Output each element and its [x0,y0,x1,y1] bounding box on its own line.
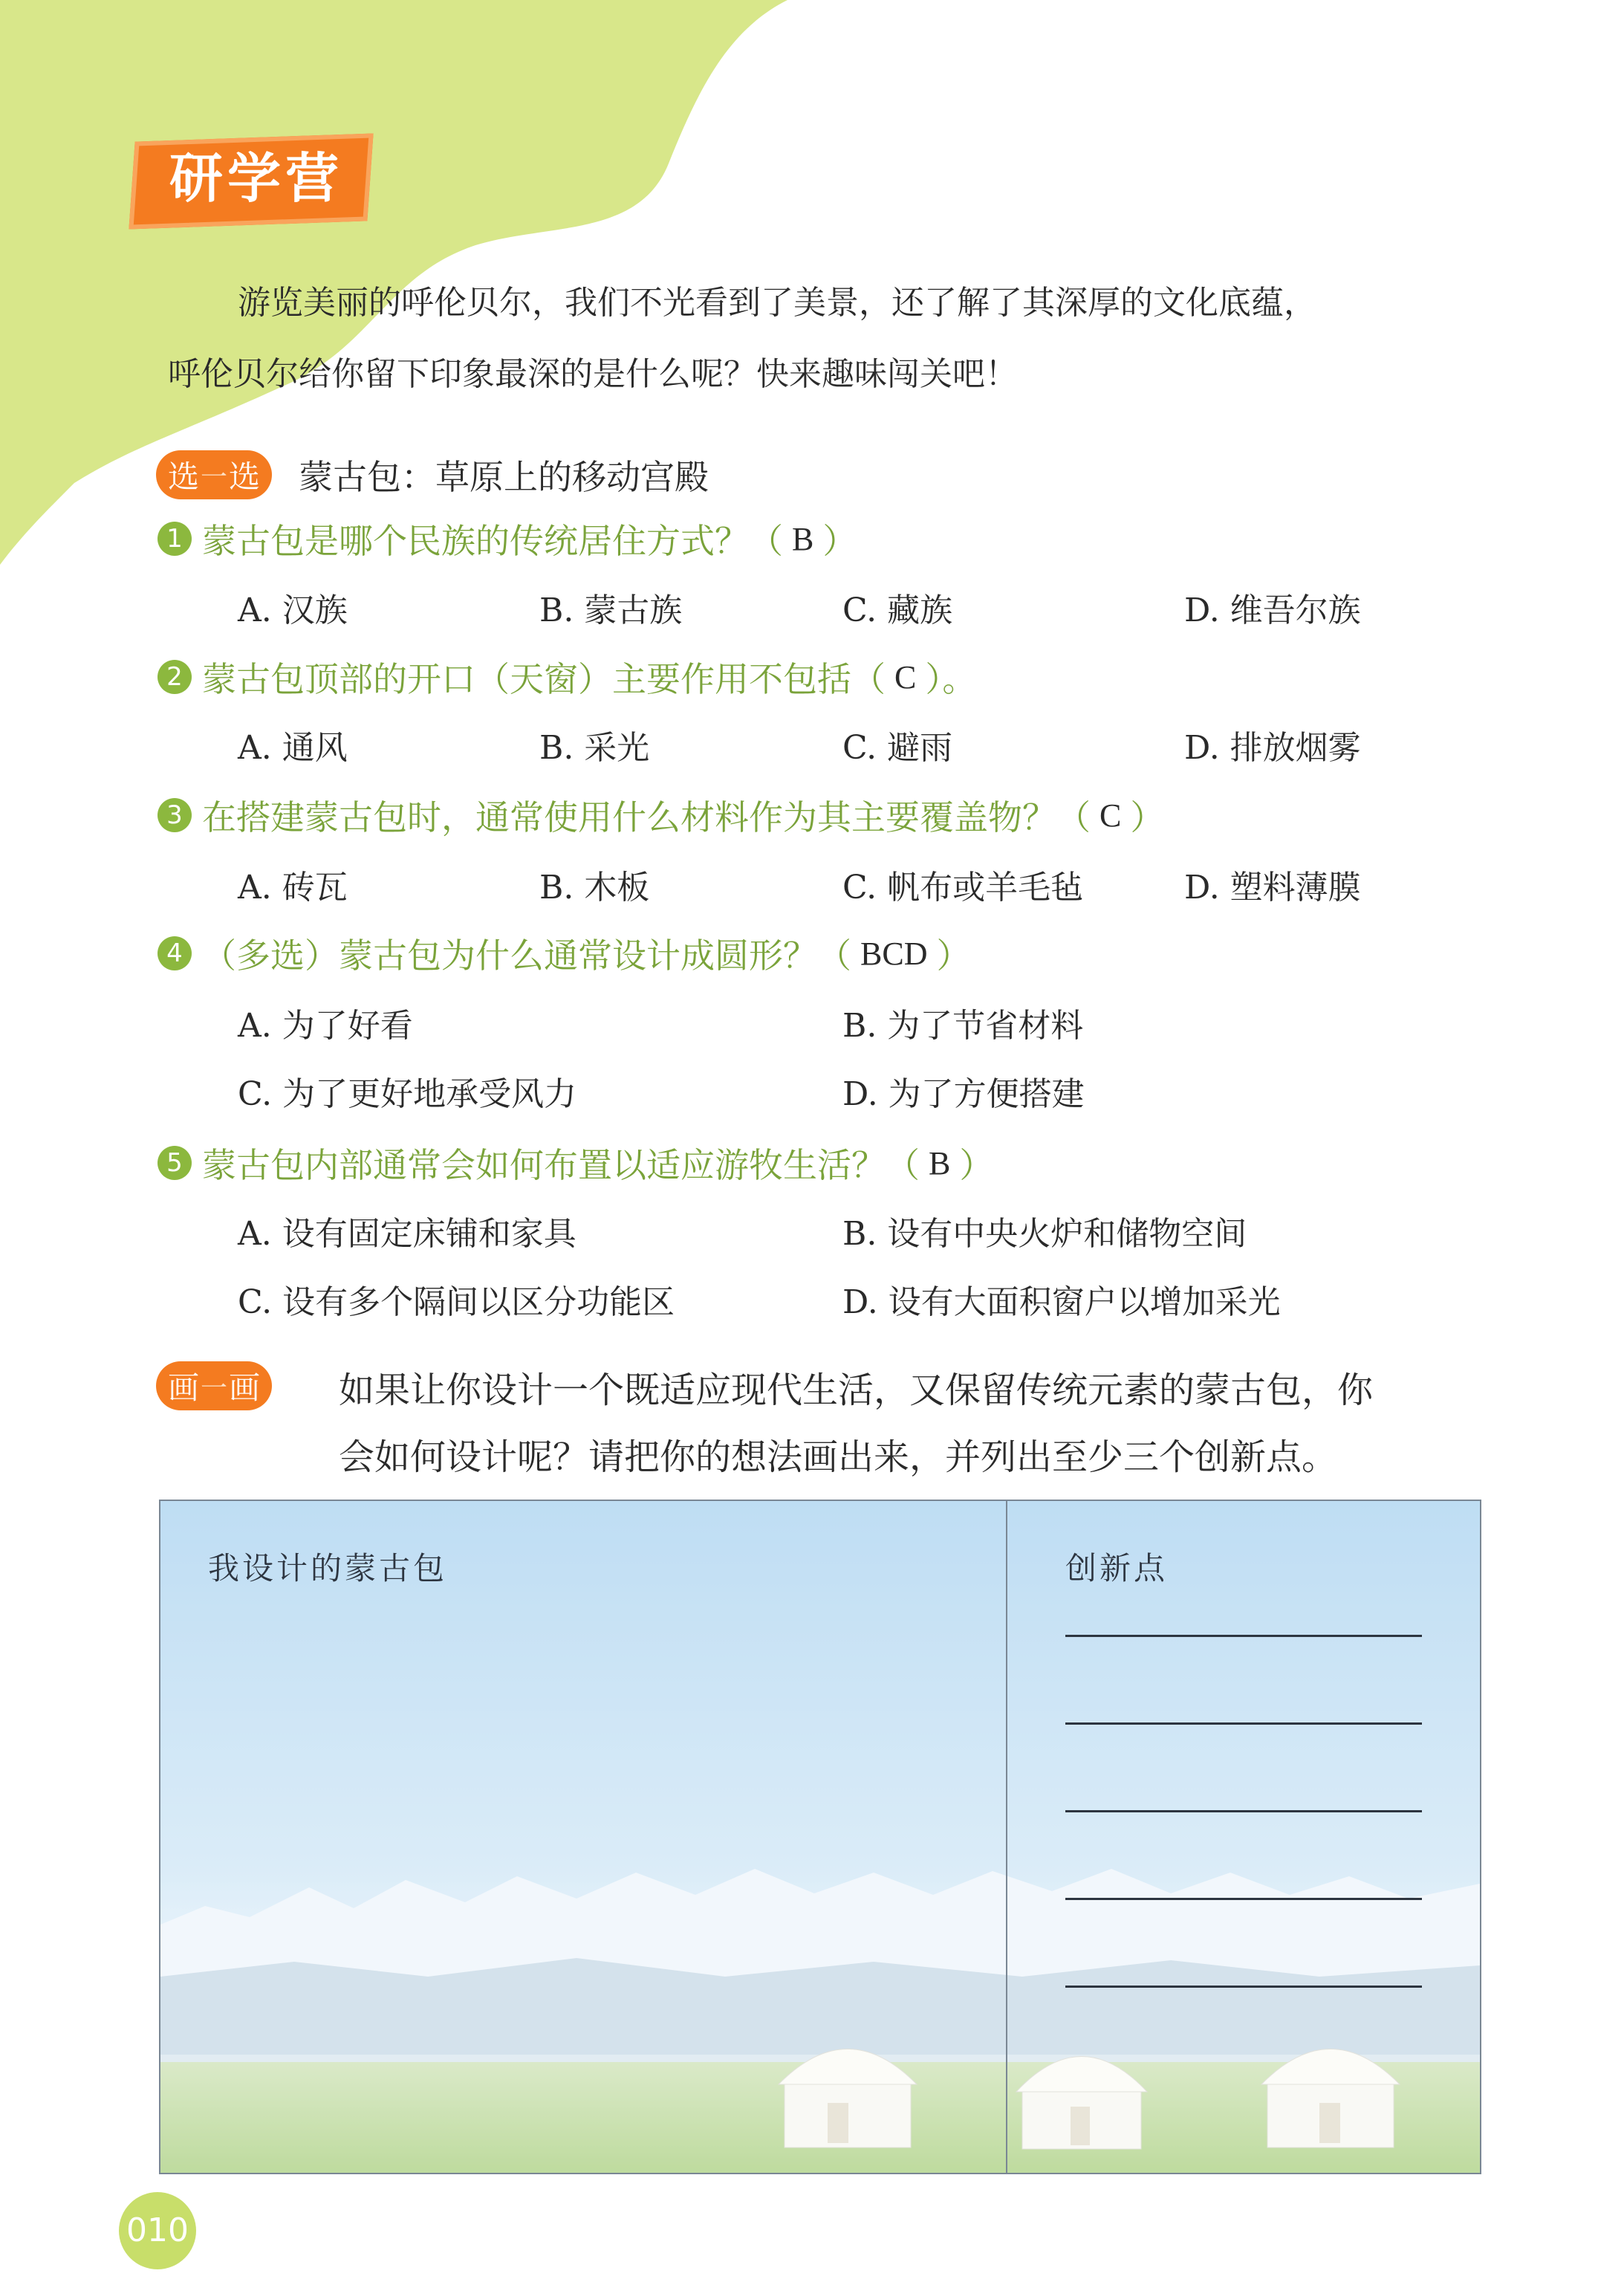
writing-line[interactable] [1065,1810,1422,1812]
intro-line-2: 呼伦贝尔给你留下印象最深的是什么呢？快来趣味闯关吧！ [168,355,1018,393]
draw-instruction-line-2: 会如何设计呢？请把你的想法画出来，并列出至少三个创新点。 [339,1436,1338,1478]
option[interactable]: B. 木板 [539,869,650,907]
option[interactable]: A. 为了好看 [238,1007,413,1045]
section-badge: 研学营 [169,147,343,210]
option[interactable]: D. 排放烟雾 [1184,729,1361,767]
panel-divider [1006,1501,1007,2173]
select-section-title: 蒙古包：草原上的移动宫殿 [299,457,709,497]
option[interactable]: A. 汉族 [238,591,348,629]
writing-line[interactable] [1065,1635,1422,1637]
option[interactable]: C. 藏族 [842,591,953,629]
question-text: 蒙古包是哪个民族的传统居住方式？（ [202,521,783,561]
yurt-landscape-image [160,1501,1480,2173]
question-answer[interactable]: B [929,1144,951,1181]
question-answer[interactable]: B [792,520,814,557]
option[interactable]: B. 设有中央火炉和储物空间 [842,1215,1247,1253]
option[interactable]: A. 设有固定床铺和家具 [238,1215,576,1253]
question-close: ） [959,1145,994,1185]
question-answer[interactable]: BCD [860,935,928,972]
select-section-header [156,449,709,501]
draw-tag-right: 画 [229,1369,261,1406]
question-close: ） [936,936,971,976]
question-3 [157,789,1164,841]
option[interactable]: A. 通风 [238,729,348,767]
option[interactable]: D. 设有大面积窗户以增加采光 [842,1283,1281,1321]
question-text: 在搭建蒙古包时，通常使用什么材料作为其主要覆盖物？（ [202,797,1091,837]
design-area-label: 我设计的蒙古包 [208,1550,448,1586]
question-5 [157,1137,993,1189]
option[interactable]: C. 帆布或羊毛毡 [842,869,1084,907]
option[interactable]: D. 塑料薄膜 [1184,869,1361,907]
option[interactable]: A. 砖瓦 [238,869,348,907]
draw-tag-mid: 一 [201,1372,228,1404]
question-4 [157,927,970,979]
select-tag-left: 选 [168,458,200,495]
question-1 [157,513,857,565]
draw-section-header [156,1360,272,1412]
question-number: 3 [157,798,192,832]
drawing-panel[interactable] [159,1500,1481,2174]
question-2 [157,651,976,703]
question-text: 蒙古包顶部的开口（天窗）主要作用不包括（ [202,659,886,699]
question-number: 4 [157,936,192,970]
question-close: ） [1130,797,1165,837]
option[interactable]: C. 避雨 [842,729,953,767]
question-answer[interactable]: C [1100,797,1122,834]
page-number: 010 [119,2192,196,2269]
option[interactable]: B. 蒙古族 [539,591,683,629]
question-number: 1 [157,522,192,556]
option[interactable]: C. 为了更好地承受风力 [238,1075,577,1113]
writing-line[interactable] [1065,1722,1422,1725]
question-number: 5 [157,1146,192,1180]
question-text: 蒙古包内部通常会如何布置以适应游牧生活？（ [202,1145,920,1185]
draw-tag [156,1361,272,1410]
question-text: （多选）蒙古包为什么通常设计成圆形？（ [202,936,851,976]
option[interactable]: D. 维吾尔族 [1184,591,1361,629]
question-number: 2 [157,660,192,694]
question-close: ） [822,521,857,561]
question-answer[interactable]: C [894,658,917,696]
question-close: ）。 [925,659,977,699]
option[interactable]: B. 采光 [539,729,650,767]
select-tag [156,450,272,499]
option[interactable]: D. 为了方便搭建 [842,1075,1085,1113]
draw-tag-left: 画 [168,1369,200,1406]
option[interactable]: C. 设有多个隔间以区分功能区 [238,1283,675,1321]
option[interactable]: B. 为了节省材料 [842,1007,1084,1045]
select-tag-right: 选 [229,458,261,495]
select-tag-mid: 一 [201,461,228,493]
writing-line[interactable] [1065,1986,1422,1988]
intro-line-1: 游览美丽的呼伦贝尔，我们不光看到了美景，还了解了其深厚的文化底蕴， [238,284,1316,322]
innovation-points-label: 创新点 [1065,1550,1169,1586]
draw-instruction-line-1: 如果让你设计一个既适应现代生活，又保留传统元素的蒙古包，你 [339,1369,1374,1411]
writing-line[interactable] [1065,1898,1422,1900]
